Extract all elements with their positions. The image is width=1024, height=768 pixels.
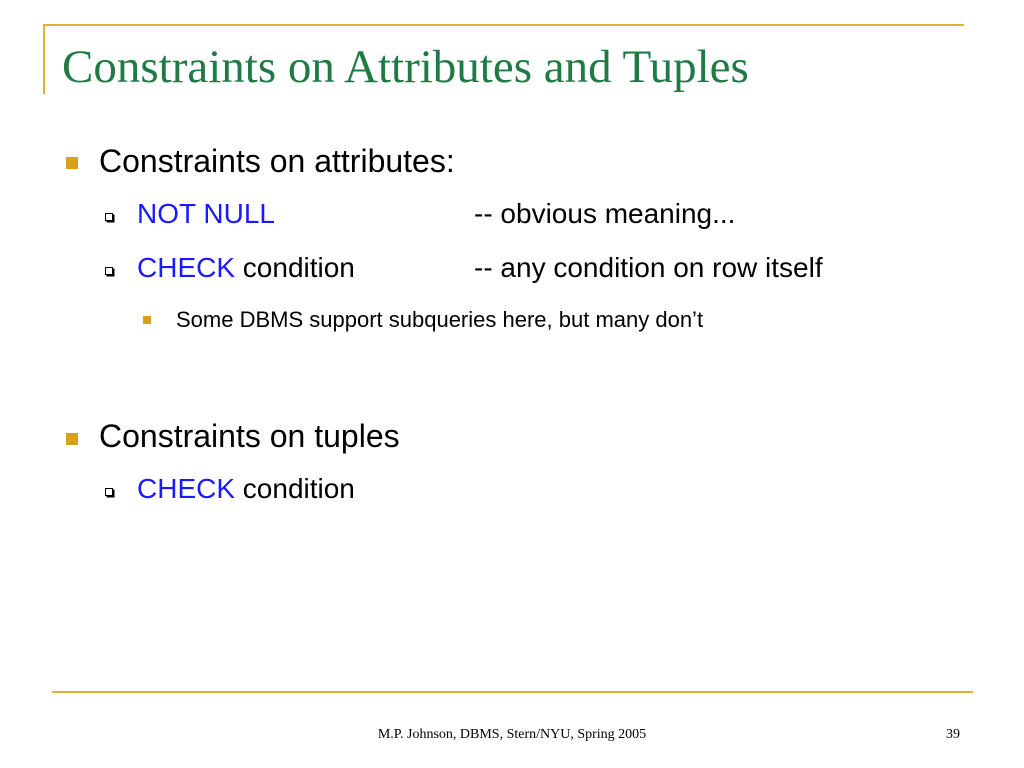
check-condition-text: condition	[235, 252, 355, 283]
bullet-check-attribute	[137, 252, 355, 284]
frame-top-rule	[43, 24, 964, 26]
square-bullet-icon	[66, 433, 78, 445]
check-keyword: CHECK	[137, 252, 236, 283]
checkbox-bullet-icon	[105, 213, 113, 221]
square-bullet-icon	[143, 316, 151, 324]
square-bullet-icon	[66, 157, 78, 169]
bullet-attributes: Constraints on attributes:	[99, 143, 455, 179]
page-number: 39	[946, 727, 960, 742]
slide-title: Constraints on Attributes and Tuples	[62, 41, 749, 93]
bullet-tuples: Constraints on tuples	[99, 418, 400, 454]
check-keyword: CHECK	[137, 473, 236, 504]
bullet-subqueries: Some DBMS support subqueries here, but many don’t	[176, 307, 704, 332]
slide-footer: M.P. Johnson, DBMS, Stern/NYU, Spring 2005	[377, 727, 647, 742]
checkbox-bullet-icon	[105, 488, 113, 496]
check-note: -- any condition on row itself	[474, 252, 823, 283]
footer-rule	[52, 691, 973, 693]
check-condition-text: condition	[235, 473, 355, 504]
not-null-keyword: NOT NULL	[137, 198, 275, 229]
not-null-note: -- obvious meaning...	[474, 198, 736, 229]
bullet-not-null	[137, 198, 275, 230]
checkbox-bullet-icon	[105, 267, 113, 275]
frame-left-rule	[43, 24, 45, 94]
bullet-check-tuple	[137, 473, 355, 505]
